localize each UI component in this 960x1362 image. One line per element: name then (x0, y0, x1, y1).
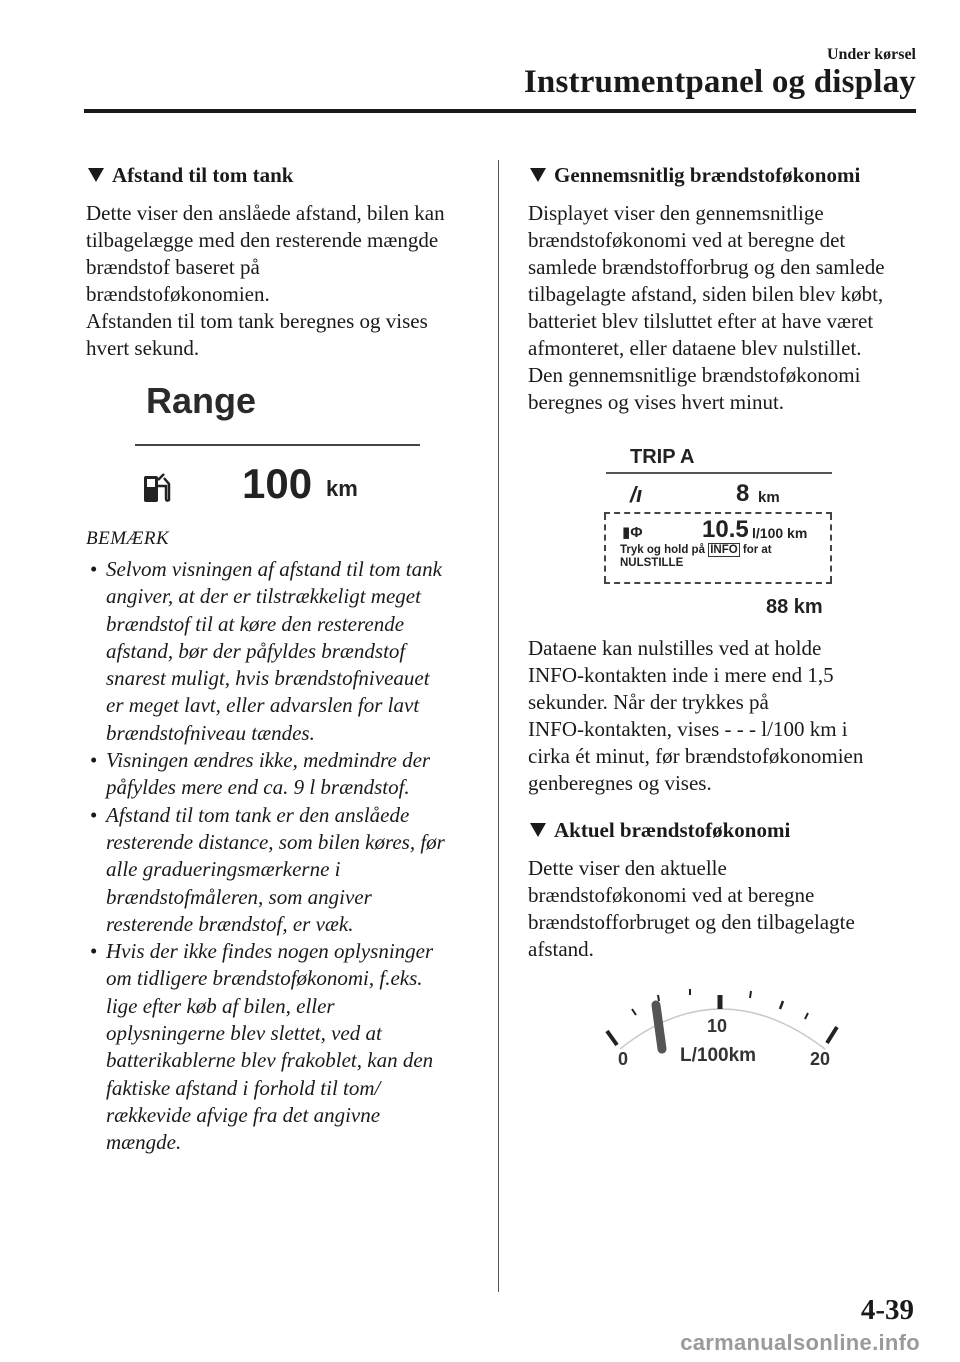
note-line: Selvom visningen af afstand til tom tank (106, 557, 442, 581)
text-line: Dette viser den aktuelle (528, 856, 727, 880)
watermark: carmanualsonline.info (680, 1330, 920, 1355)
odometer-icon: /ı (630, 482, 643, 507)
note-line: Hvis der ikke findes nogen oplysninger (106, 939, 434, 964)
triangle-bullet-icon (88, 168, 104, 182)
text-line: brændstoføkonomi ved at beregne det (528, 228, 846, 252)
page-number: 4-39 (860, 1294, 914, 1326)
triangle-bullet-icon (530, 823, 546, 837)
text-line: Den gennemsnitlige brændstoføkonomi (528, 363, 861, 387)
figure-divider (606, 472, 832, 474)
gauge-svg (600, 989, 840, 1099)
text-line: tilbagelagte afstand, siden bilen blev købt, (528, 282, 884, 306)
text-line: hvert sekund. (86, 336, 200, 360)
bullet-dot-icon: • (90, 802, 98, 827)
section-heading-range (86, 160, 476, 190)
text-line: samlede brændstofforbrug og den samlede (528, 255, 885, 279)
fuel-pump-icon (142, 466, 172, 506)
note-line: oplysningerne blev slettet, ved at (106, 1021, 382, 1046)
text-line: afstand. (528, 937, 594, 961)
gauge-unit-label: L/100km (680, 1045, 757, 1066)
bullet-dot-icon: • (90, 557, 98, 581)
text-line: brændstofforbruget og den tilbagelagte (528, 910, 855, 934)
bullet-dot-icon: • (90, 748, 98, 773)
heading-text: Aktuel brændstoføkonomi (554, 818, 791, 842)
gauge-max-label: 20 (810, 1049, 831, 1069)
text-line: Dataene kan nulstilles ved at holde (528, 636, 822, 660)
range-title: Range (146, 380, 257, 421)
gauge-min-label: 0 (618, 1049, 629, 1069)
right-column (528, 160, 918, 1099)
gauge-needle (656, 1005, 662, 1049)
note-line: mængde. (106, 1130, 182, 1155)
note-line: alle gradueringsmærkerne i (106, 857, 341, 882)
trip-distance-unit: km (758, 489, 780, 506)
note-line: Afstand til tom tank er den anslåede (106, 802, 410, 827)
gauge-tick (805, 1013, 808, 1019)
text-line: Dette viser den anslåede afstand, bilen kan (86, 201, 445, 225)
hint-text: for at (739, 544, 772, 556)
heading-text: Afstand til tom tank (112, 163, 294, 187)
gauge-tick (658, 995, 659, 1001)
note-line: brændstofniveau tændes. (106, 720, 315, 745)
hint-text: Tryk og hold på (620, 544, 709, 556)
note-item (86, 938, 476, 1156)
trip-distance-value: 8 (736, 480, 750, 507)
text-line: batteriet blev tilsluttet efter at have været (528, 309, 874, 333)
heading-text: Gennemsnitlig brændstoføkonomi (554, 163, 861, 187)
info-key-label: INFO (710, 544, 738, 556)
left-column (86, 160, 476, 1157)
hint-text: NULSTILLE (620, 557, 684, 569)
section-heading-current-economy (528, 815, 918, 845)
text-line: beregnes og vises hvert minut. (528, 390, 785, 414)
note-item (86, 747, 476, 802)
text-line: brændstoføkonomi ved at beregne (528, 883, 815, 907)
note-line: resterende brændstof, er væk. (106, 911, 354, 936)
note-item (86, 802, 476, 938)
text-line: genberegnes og vises. (528, 771, 712, 795)
text-line: INFO-kontakten inde i mere end 1,5 (528, 663, 834, 687)
note-list (86, 556, 476, 1157)
range-unit: km (326, 476, 358, 501)
body-paragraph (528, 200, 918, 416)
figure-divider (135, 444, 420, 446)
note-line: snarest muligt, hvis brændstofniveauet (106, 666, 430, 691)
note-line: rækkevide afvige fra det angivne (106, 1102, 381, 1127)
text-line: Afstanden til tom tank beregnes og vises (86, 309, 428, 333)
current-economy-gauge (600, 989, 840, 1099)
average-economy-unit: l/100 km (752, 525, 808, 541)
note-item (86, 556, 476, 747)
note-line: brændstofmåleren, som angiver (106, 884, 372, 909)
page-title: Instrumentpanel og display (523, 64, 916, 100)
gauge-tick (632, 1009, 636, 1015)
reset-hint (620, 544, 820, 570)
gauge-tick (780, 1001, 783, 1009)
column-divider (498, 160, 499, 1292)
note-line: påfyldes mere end ca. 9 l brændstof. (106, 775, 410, 800)
note-line: Visningen ændres ikke, medmindre der (106, 748, 431, 773)
section-heading-average-economy (528, 160, 918, 190)
note-line: brændstof til at køre den resterende (106, 611, 405, 636)
note-line: afstand, bør der påfyldes brændstof (106, 638, 406, 663)
range-display-figure (130, 380, 430, 510)
average-economy-value: 10.5 (702, 516, 749, 543)
body-paragraph (528, 855, 918, 963)
fuel-economy-icon: ▮Φ (622, 524, 643, 541)
note-line: lige efter køb af bilen, eller (106, 993, 335, 1018)
note-line: batterikablerne blev frakoblet, kan den (106, 1048, 434, 1073)
gauge-tick (607, 1031, 617, 1045)
note-title: BEMÆRK (86, 528, 170, 549)
header-rule (84, 109, 916, 113)
header-section: Under kørsel (826, 46, 916, 63)
gauge-tick (750, 991, 751, 998)
note-line: resterende distance, som bilen køres, før (106, 829, 445, 854)
gauge-tick (827, 1027, 837, 1043)
body-paragraph (528, 635, 918, 797)
body-paragraph (86, 200, 476, 362)
text-line: afmonteret, eller dataene blev nulstillet. (528, 336, 862, 360)
note-line: angiver, at der er tilstrækkeligt meget (106, 584, 421, 609)
note-line: er meget lavt, eller advarslen for lavt (106, 693, 420, 718)
trip-display-figure (604, 446, 844, 621)
note-line: faktiske afstand i forhold til tom/ (106, 1075, 381, 1100)
note-line: om tidligere brændstoføkonomi, f.eks. (106, 966, 423, 991)
trip-heading: TRIP A (630, 446, 695, 468)
bullet-dot-icon: • (90, 939, 98, 964)
text-line: Displayet viser den gennemsnitlige (528, 201, 824, 225)
text-line: INFO-kontakten, vises - - - l/100 km i (528, 717, 848, 741)
triangle-bullet-icon (530, 168, 546, 182)
text-line: brændstoføkonomien. (86, 282, 270, 306)
trip-range-value: 88 km (766, 596, 823, 618)
text-line: brændstof baseret på (86, 255, 260, 279)
text-line: tilbagelægge med den resterende mængde (86, 228, 439, 252)
range-value: 100 (242, 460, 313, 507)
text-line: sekunder. Når der trykkes på (528, 690, 769, 714)
gauge-mid-label: 10 (707, 1016, 728, 1036)
text-line: cirka ét minut, før brændstoføkonomien (528, 744, 864, 768)
